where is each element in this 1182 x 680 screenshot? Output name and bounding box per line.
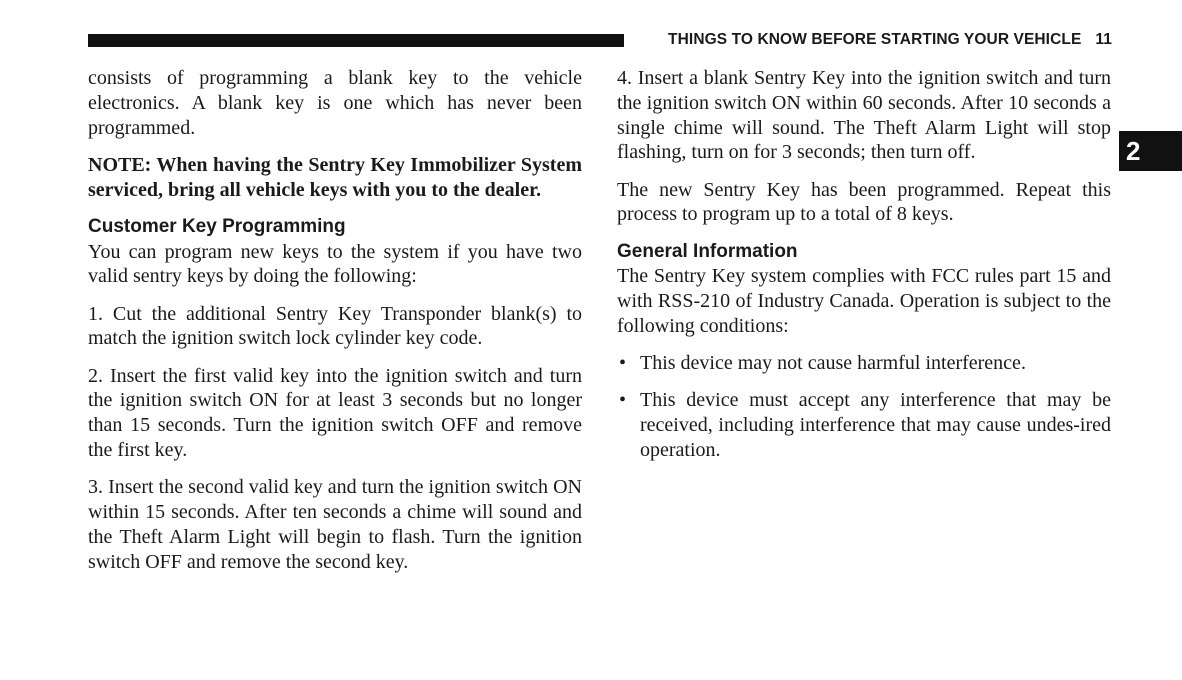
bullet-icon: • [619, 389, 627, 412]
conditions-list [617, 351, 1111, 463]
lead-paragraph: You can program new keys to the system if you have two valid sentry keys by doing the following: [88, 240, 582, 288]
info-paragraph: The Sentry Key system complies with FCC rules part 15 and with RSS-210 of Industry Canada. Operation is subject to the following conditions: [617, 265, 1111, 337]
programmed-paragraph: The new Sentry Key has been programmed. Repeat this process to program up to a total of 8 keys. [617, 178, 1111, 226]
left-column [88, 66, 582, 587]
section-tab: 2 [1119, 131, 1182, 171]
list-item [617, 388, 1111, 462]
step-2: 2. Insert the first valid key into the ignition switch and turn the ignition switch ON for at least 3 seconds but no longer than 15 seconds. Turn the ignition switch OFF and remove the first key. [88, 364, 582, 461]
step-3: 3. Insert the second valid key and turn the ignition switch ON within 15 seconds. After ten seconds a chime will sound and the Theft Alarm Light will begin to flash. Turn the ignition switch OFF and remove the second key. [88, 476, 582, 573]
header-title: THINGS TO KNOW BEFORE STARTING YOUR VEHICLE [668, 31, 1082, 48]
step-1: 1. Cut the additional Sentry Key Transponder blank(s) to match the ignition switch lock cylinder key code. [88, 302, 582, 350]
right-column [617, 66, 1111, 475]
list-item-text: This device must accept any interference that may be received, including interference that may cause undes-ired operation. [640, 389, 1111, 461]
header-rule [88, 34, 624, 47]
list-item-text: This device may not cause harmful interference. [640, 352, 1026, 375]
note-paragraph: NOTE: When having the Sentry Key Immobilizer System serviced, bring all vehicle keys with you to the dealer. [88, 153, 582, 201]
bullet-icon: • [619, 352, 627, 375]
running-header [632, 31, 1112, 49]
section-heading-general-information: General Information [617, 240, 798, 262]
page-number: 11 [1095, 31, 1112, 48]
list-item [617, 351, 1111, 376]
intro-paragraph: consists of programming a blank key to the vehicle electronics. A blank key is one which has never been programmed. [88, 67, 582, 139]
step-4: 4. Insert a blank Sentry Key into the ignition switch and turn the ignition switch ON within 60 seconds. After 10 seconds a single chime will sound. The Theft Alarm Light will stop flashing, turn on for 3 seconds; then turn off. [617, 67, 1111, 164]
section-heading-customer-key-programming: Customer Key Programming [88, 215, 346, 237]
